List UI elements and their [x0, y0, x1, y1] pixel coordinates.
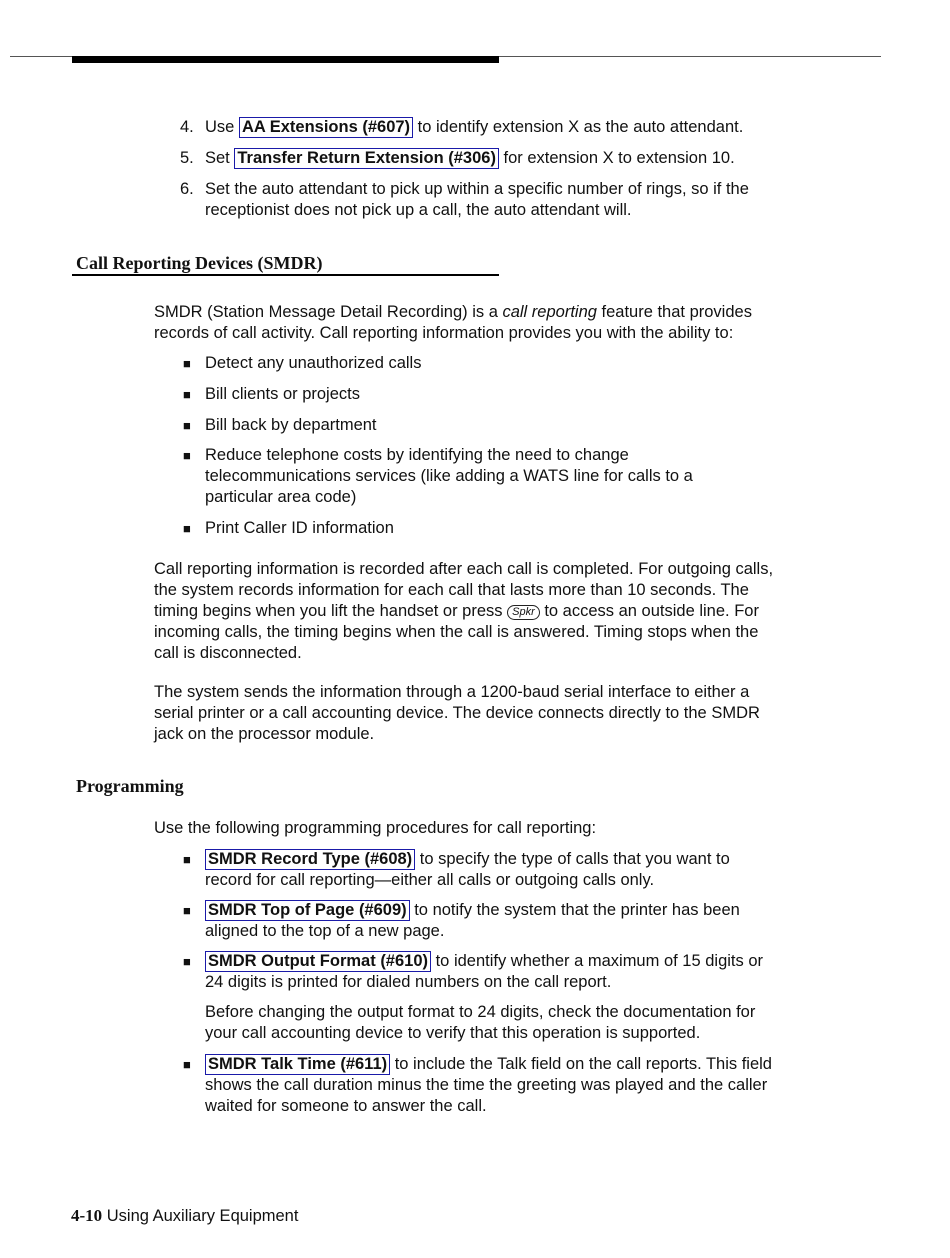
- page-number: 4-10: [71, 1206, 103, 1225]
- programming-intro-paragraph: Use the following programming procedures for call reporting:: [154, 819, 597, 837]
- bullet-square-icon: ■: [183, 448, 191, 463]
- bullet-square-icon: ■: [183, 418, 191, 433]
- step-text: Set the auto attendant to pick up within a specific number of rings, so if the receptionist does not pick up a call, the auto attendant will.: [205, 180, 749, 219]
- transfer-return-extension-link[interactable]: Transfer Return Extension (#306): [234, 148, 499, 169]
- spkr-key-icon: Spkr: [507, 605, 540, 620]
- bullet-square-icon: ■: [183, 387, 191, 402]
- call-reporting-timing-paragraph: Call reporting information is recorded after each call is completed. For outgoing calls, the system records information for each call that lasts more than 10 seconds. The timing begins when you lift the handset or press Spkr to access an outside line. For incoming calls, the timing begins when the call is answered. Timing stops when the call is disconnected.: [154, 560, 774, 662]
- output-format-note: Before changing the output format to 24 digits, check the documentation for your call accounting device to verify that this operation is supported.: [205, 1003, 756, 1042]
- smdr-record-type-link[interactable]: SMDR Record Type (#608): [205, 849, 415, 870]
- page-footer: [71, 1205, 298, 1227]
- bullet-square-icon: ■: [183, 1057, 191, 1072]
- smdr-intro-paragraph: SMDR (Station Message Detail Recording) is a call reporting feature that provides records of call activity. Call reporting information provides you with the ability to:: [154, 303, 752, 342]
- step-number: 6.: [180, 180, 194, 198]
- smdr-top-of-page-link[interactable]: SMDR Top of Page (#609): [205, 900, 410, 921]
- chapter-title: Using Auxiliary Equipment: [106, 1207, 299, 1225]
- bullet-square-icon: ■: [183, 356, 191, 371]
- section-heading-programming: Programming: [76, 776, 184, 796]
- header-rule-thick: [72, 56, 499, 63]
- bullet-square-icon: ■: [183, 954, 191, 969]
- step-number: 4.: [180, 118, 194, 136]
- step-number: 5.: [180, 149, 194, 167]
- section-heading-call-reporting: Call Reporting Devices (SMDR): [76, 253, 323, 273]
- bullet-square-icon: ■: [183, 852, 191, 867]
- serial-interface-paragraph: The system sends the information through a 1200-baud serial interface to either a serial printer or a call accounting device. The device connects directly to the SMDR jack on the processor module.: [154, 683, 760, 743]
- smdr-output-format-link[interactable]: SMDR Output Format (#610): [205, 951, 431, 972]
- aa-extensions-link[interactable]: AA Extensions (#607): [239, 117, 413, 138]
- section-heading-rule: [72, 274, 499, 276]
- bullet-square-icon: ■: [183, 521, 191, 536]
- bullet-square-icon: ■: [183, 903, 191, 918]
- smdr-talk-time-link[interactable]: SMDR Talk Time (#611): [205, 1054, 390, 1075]
